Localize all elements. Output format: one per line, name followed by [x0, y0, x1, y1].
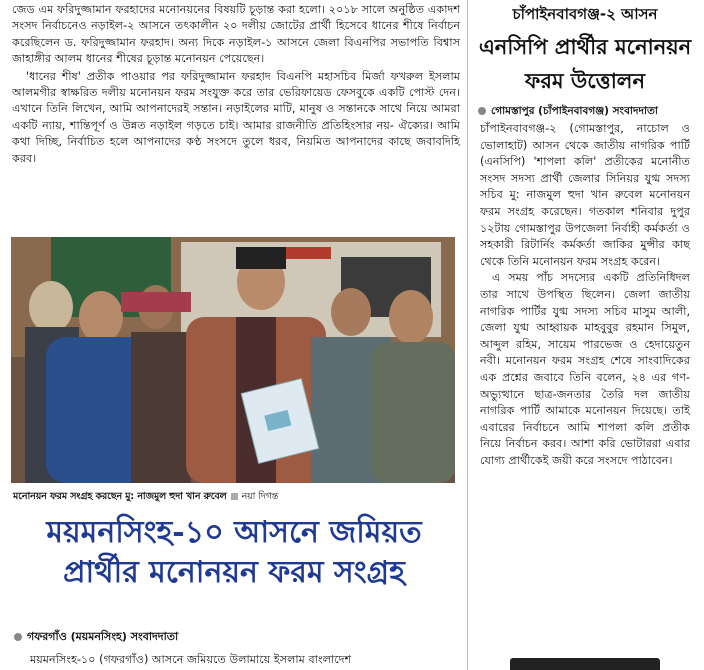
- right-article-kicker: চাঁপাইনবাবগঞ্জ-২ আসন: [512, 5, 658, 23]
- second-article-headline-line2: প্রার্থীর মনোনয়ন ফরম সংগ্রহ: [63, 555, 405, 590]
- caption-separator-icon: [231, 493, 238, 500]
- right-article-body: [480, 121, 690, 469]
- column-divider: [467, 0, 468, 670]
- left-article-paragraph: 'ধানের শীষ' প্রতীক পাওয়ার পর ফরিদুজ্জামান ফরহাদ বিএনপি মহাসচিব মির্জা ফখরুল ইসলাম আলমগীর স্বাক্ষরিত দলীয় মনোনয়ন ফরম সংযুক্ত করে তার ভেরিফায়েড ফেসবুকে একটি পোস্ট দেন। এখানে তিনি লিখেন, আমি আপনাদেরই সন্তান। নড়াইলের মাটি, মানুষ ও সন্তানকে সাথে নিয়ে আমরা একটি ন্যায়, শান্তিপূর্ণ ও উন্নত নড়াইল গড়তে চাই। আমার রাজনীতি প্রতিহিংসার নয়- ঐক্যের। আমি কথা দিচ্ছি, নির্বাচিত হলে আপনাদের কণ্ঠ সংসদে তুলে ধরব, নিয়মিত আপনাদের কাছে জবাবদিহি করব।: [12, 69, 460, 165]
- next-headline-fragment: [474, 658, 696, 670]
- news-photo: [11, 237, 455, 483]
- right-article-paragraph: এ সময় পাঁচ সদস্যের একটি প্রতিনিধিদল তার সাথে উপস্থিত ছিলেন। জেলা জাতীয় নাগরিক পার্টির যুগ্ম সদস্য সচিব মাসুম আলী, জেলা যুগ্ম আহ্বায়ক মাহবুবুর রহমান সিমুল, আব্দুল রহিম, সায়েম পারভেজ ও হেদায়েতুন নবী। মনোনয়ন ফরম সংগ্রহ শেষে সাংবাদিকের এক প্রশ্নের জবাবে তিনি বলেন, ২৪ এর গণ-অভ্যুত্থানে ছাত্র-জনতার তৈরি দল জাতীয় নাগরিক পার্টি আমাকে মনোনয়ন দিয়েছে। তাই এবারের নির্বাচনে আমি শাপলা কলি প্রতীক নিয়ে নির্বাচন করব। আশা করি ভোটাররা এবার যোগ্য প্রার্থীকেই জয়ী করে সংসদে পাঠাবেন।: [480, 271, 690, 467]
- right-column: [474, 0, 696, 670]
- right-article-headline-line1: এনসিপি প্রার্থীর মনোনয়ন: [478, 34, 692, 59]
- right-article-headline: [474, 30, 696, 98]
- right-article-paragraph: চাঁপাইনবাবগঞ্জ-২ (গোমস্তাপুর, নাচোল ও ভোলাহাট) আসন থেকে জাতীয় নাগরিক পার্টি (এনসিপি) 'শাপলা কলি' প্রতীকের মনোনীত সংসদ সদস্য প্রার্থী জেলার সিনিয়র যুগ্ম সদস্য সচিব মু: নাজমুল হুদা খান রুবেল মনোনয়ন ফরম সংগ্রহ করেছেন। গতকাল শনিবার দুপুর ১২টায় গোমস্তাপুর উপজেলা নির্বাহী কর্মকর্তা ও সহকারী রিটার্নিং কর্মকর্তা জাকির মুন্সীর কাছ থেকে তিনি মনোনয়ন ফরম সংগ্রহ করেন।: [480, 122, 690, 268]
- photo-caption: [13, 491, 459, 503]
- second-article-byline: [14, 628, 178, 647]
- second-article-byline-text: গফরগাঁও (ময়মনসিংহ) সংবাদদাতা: [27, 630, 179, 643]
- second-article-headline-line1: ময়মনসিংহ-১০ আসনে জমিয়ত: [46, 515, 422, 550]
- right-article-headline-line2: ফরম উত্তোলন: [525, 68, 645, 93]
- left-article-paragraph: জেড এম ফরিদুজ্জামান ফরহাদের মনোনয়নের বিষয়টি চূড়ান্ত করা হলো। ২০১৮ সালে অনুষ্ঠিত একাদশ সংসদ নির্বাচনেও নড়াইল-২ আসনে তৎকালীন ২০ দলীয় জোটের প্রার্থী হিসেবে ধানের শীষে নির্বাচন করেছিলেন ড. ফরিদুজ্জামান ফরহাদ। অন্য দিকে নড়াইল-১ আসনে জেলা বিএনপির সভাপতি বিশ্বাস জাহাঙ্গীর আলম ধানের শীষের চূড়ান্ত মনোনয়ন পেয়েছেন।: [12, 3, 460, 66]
- news-photo-illustration: [11, 237, 455, 483]
- bullet-icon: [14, 633, 22, 641]
- right-article-byline-text: গোমস্তাপুর (চাঁপাইনবাবগঞ্জ) সংবাদদাতা: [491, 105, 658, 117]
- photo-credit: নয়া দিগন্ত: [241, 491, 279, 502]
- right-article-byline: [478, 104, 696, 121]
- second-article-headline: [8, 513, 460, 593]
- left-article-body: [12, 2, 460, 168]
- bullet-icon: [478, 107, 486, 115]
- photo-caption-text: মনোনয়ন ফরম সংগ্রহ করছেন মু: নাজমুল হুদা খান রুবেল: [13, 491, 227, 502]
- second-article-first-line: ময়মনসিংহ-১০ (গফরগাঁও) আসনে জমিয়তে উলামায়ে ইসলাম বাংলাদেশ: [30, 653, 352, 666]
